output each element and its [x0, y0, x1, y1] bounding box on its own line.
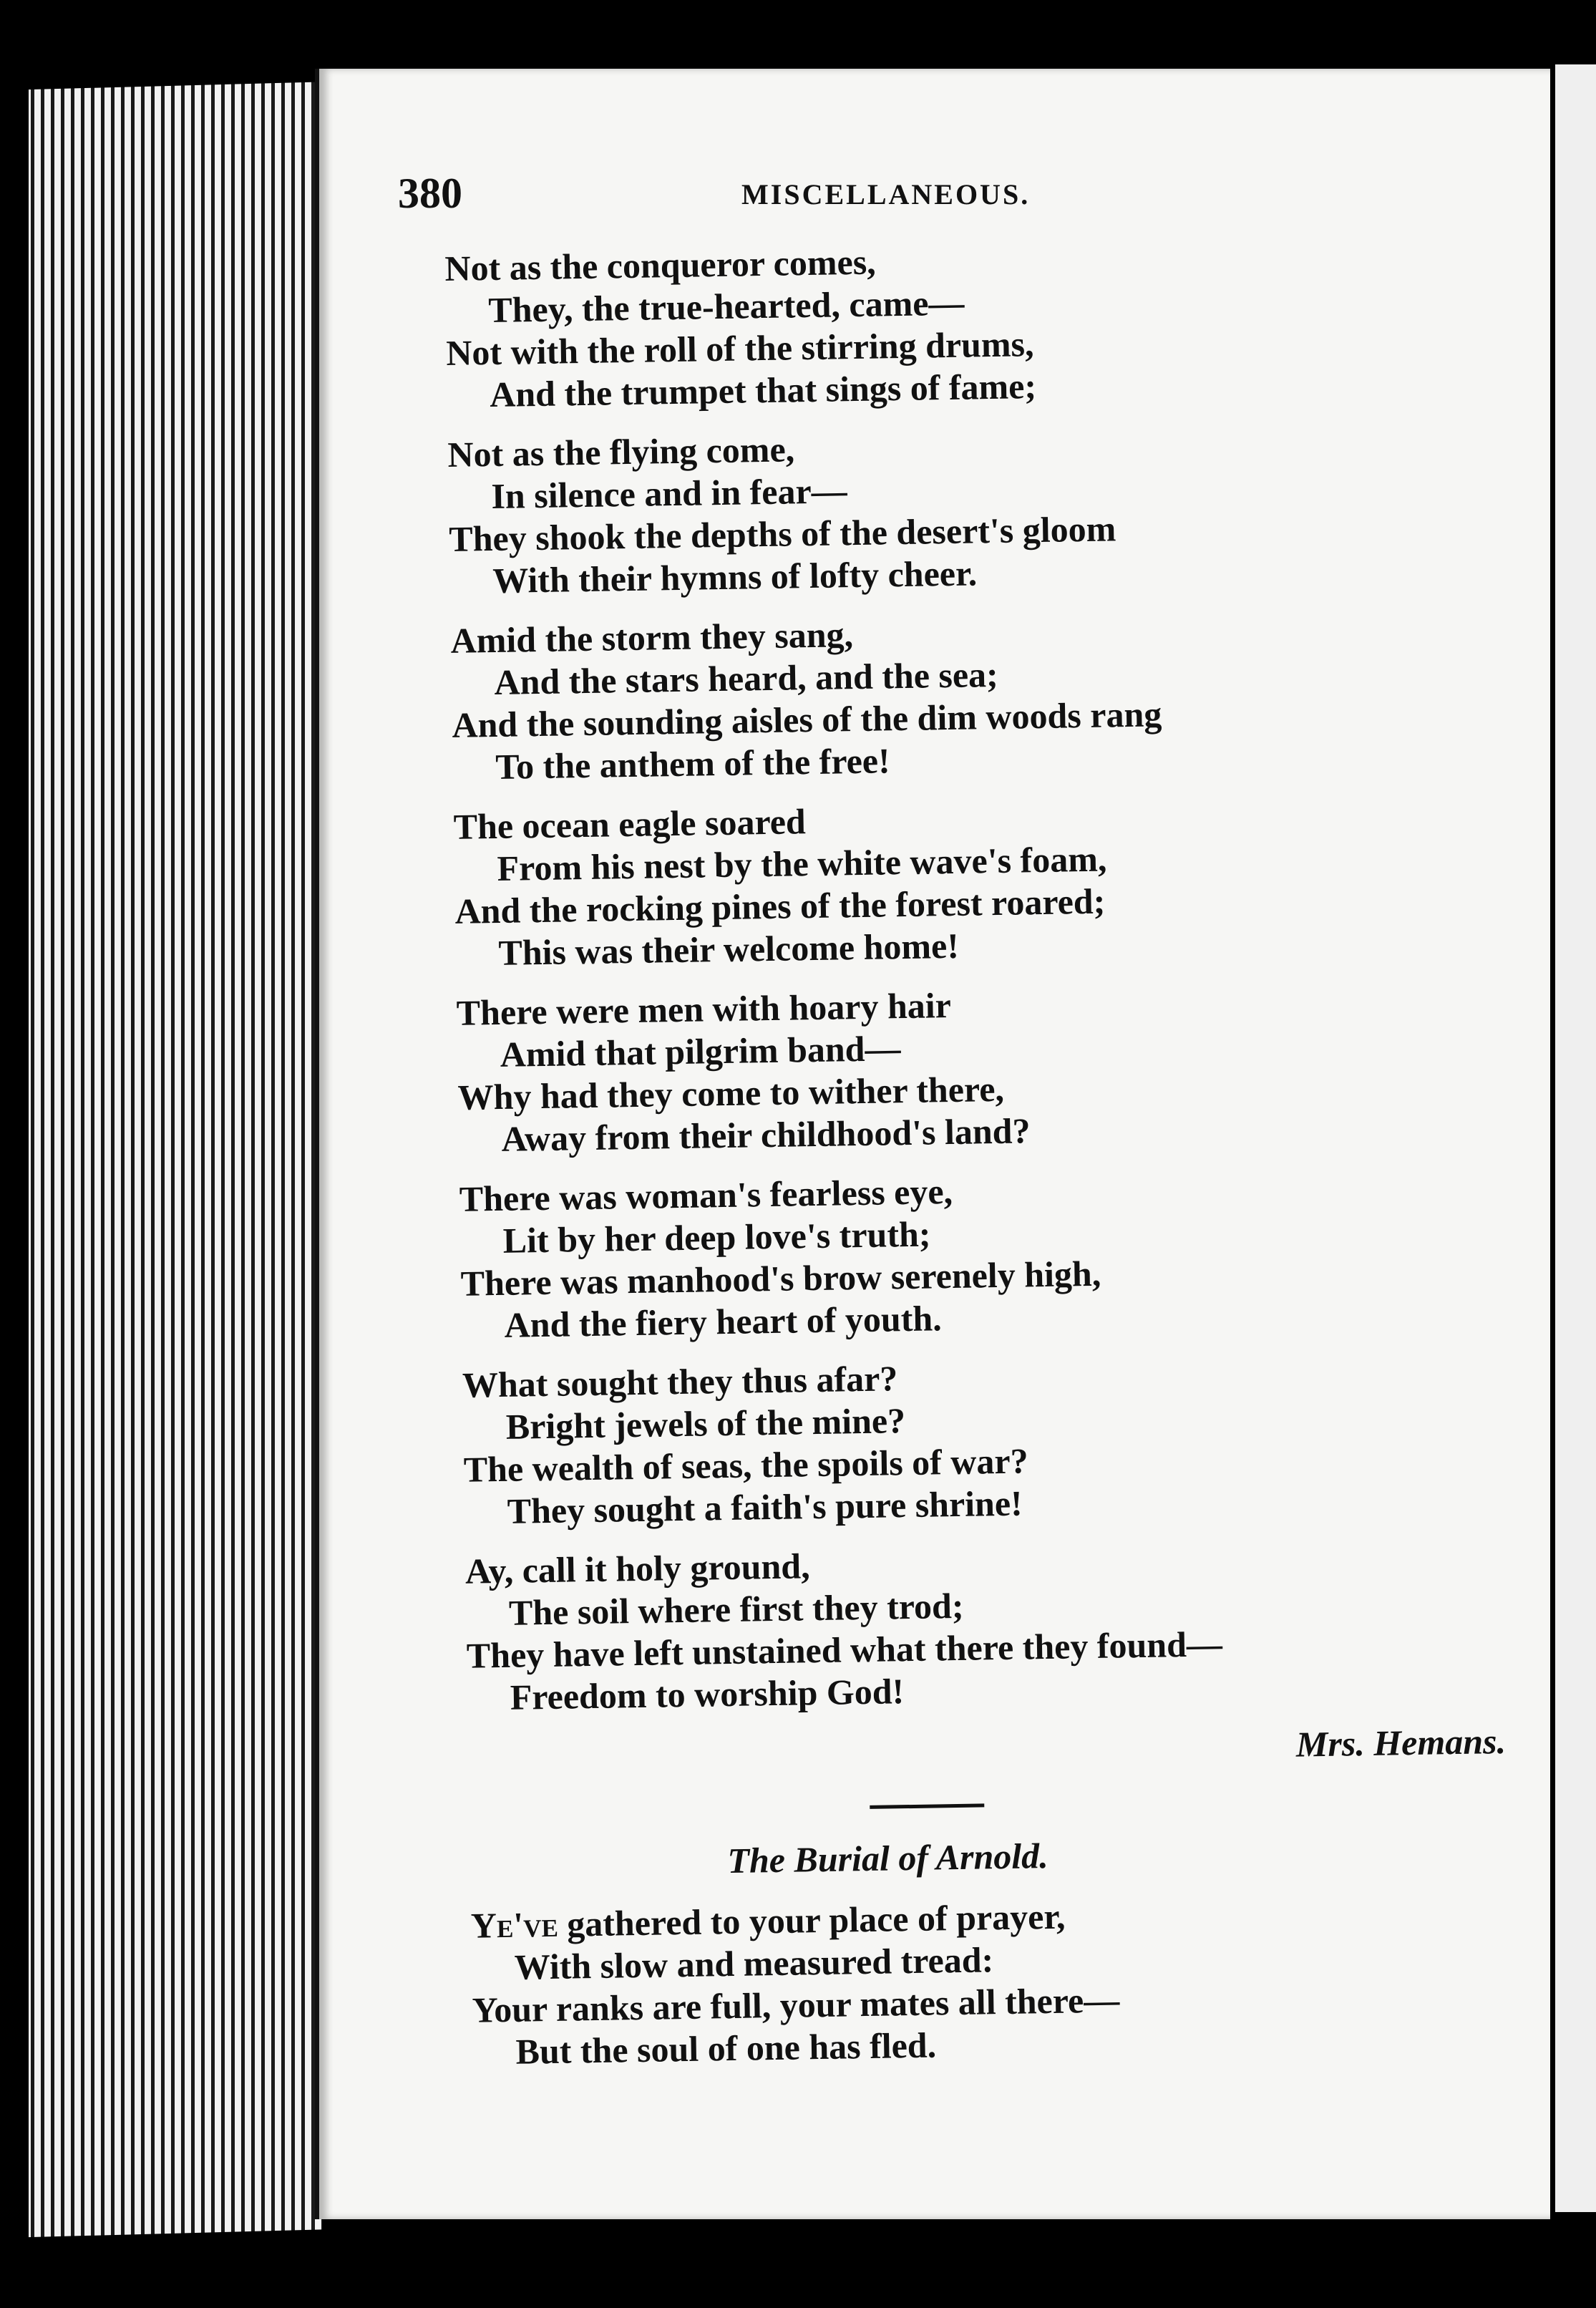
poem-line: Bright jewels of the mine? — [505, 1400, 906, 1447]
poem-line: What sought they thus afar? — [462, 1358, 898, 1405]
poem-line: And the rocking pines of the forest roared; — [454, 881, 1106, 931]
drop-word: Ye've — [470, 1904, 559, 1946]
stanza — [447, 417, 1488, 603]
poem-line: Why had they come to wither there, — [457, 1068, 1005, 1117]
poem-line: Away from their childhood's land? — [501, 1110, 1031, 1159]
stanza — [444, 231, 1485, 417]
poem-title: The Burial of Arnold. — [726, 1836, 1049, 1881]
poem-line: Lit by her deep love's truth; — [502, 1213, 931, 1261]
page-number: 380 — [398, 170, 462, 217]
poem-line: Not as the flying come, — [447, 429, 795, 475]
poem-line: Ay, call it holy ground, — [464, 1546, 811, 1591]
book-page — [315, 69, 1550, 2219]
poem-line: This was their welcome home! — [498, 925, 960, 973]
poem-attribution: Mrs. Hemans. — [1295, 1720, 1507, 1765]
stacked-page-edges — [14, 82, 322, 2237]
pilgrim-fathers-poem — [444, 231, 1505, 1720]
poem-line: There were men with hoary hair — [456, 985, 952, 1033]
poem-line: And the sounding aisles of the dim woods rang — [452, 694, 1162, 745]
poem-line: Not as the conqueror comes, — [444, 241, 877, 288]
poem-line: Not with the roll of the stirring drums, — [445, 324, 1034, 373]
stanza — [462, 1348, 1503, 1533]
poem-line: Amid that pilgrim band— — [500, 1028, 901, 1075]
section-divider — [870, 1803, 984, 1809]
poem-line: And the trumpet that sings of fame; — [489, 366, 1037, 415]
left-margin-shadow — [0, 0, 29, 2308]
stanza — [456, 976, 1497, 1161]
poem-line: The soil where first they trod; — [508, 1585, 964, 1633]
poem-line: They, the true-hearted, came— — [487, 282, 965, 331]
poem-line: And the fiery heart of youth. — [504, 1298, 943, 1345]
running-head: MISCELLANEOUS. — [741, 178, 1031, 210]
stanza — [450, 603, 1491, 789]
poem-line: The wealth of seas, the spoils of war? — [463, 1440, 1029, 1490]
stanza — [459, 1162, 1499, 1347]
poem-line: The ocean eagle soared — [453, 801, 807, 847]
poem-line: Freedom to worship God! — [510, 1671, 905, 1717]
poem-line: Amid the storm they sang, — [450, 614, 854, 661]
stanza — [453, 790, 1494, 975]
page-header — [398, 169, 1471, 219]
poem-line: From his nest by the white wave's foam, — [497, 838, 1107, 888]
facing-page-edge — [1549, 64, 1596, 2212]
poem-line: To the anthem of the free! — [495, 740, 891, 787]
poem-line: They shook the depths of the desert's gloom — [448, 508, 1116, 559]
poem-line: They have left unstained what there they found— — [466, 1624, 1223, 1676]
poem-line: In silence and in fear— — [491, 470, 848, 517]
stanza — [465, 1534, 1506, 1720]
poem-line: There was woman's fearless eye, — [459, 1171, 953, 1219]
poem-line: With slow and measured tread: — [514, 1939, 994, 1987]
poem-line: There was manhood's brow serenely high, — [460, 1253, 1101, 1304]
poem-line: Your ranks are full, your mates all there— — [472, 1979, 1120, 2030]
poem-line: With their hymns of lofty cheer. — [492, 553, 978, 601]
poem-line: And the stars heard, and the sea; — [494, 654, 999, 702]
burial-of-arnold-stanza — [470, 1888, 1511, 2074]
poem-text — [444, 231, 1511, 2073]
poem-line: But the soul of one has fled. — [515, 2025, 937, 2072]
first-line-text: gathered to your place of prayer, — [558, 1896, 1066, 1944]
poem-line: They sought a faith's pure shrine! — [507, 1483, 1023, 1531]
